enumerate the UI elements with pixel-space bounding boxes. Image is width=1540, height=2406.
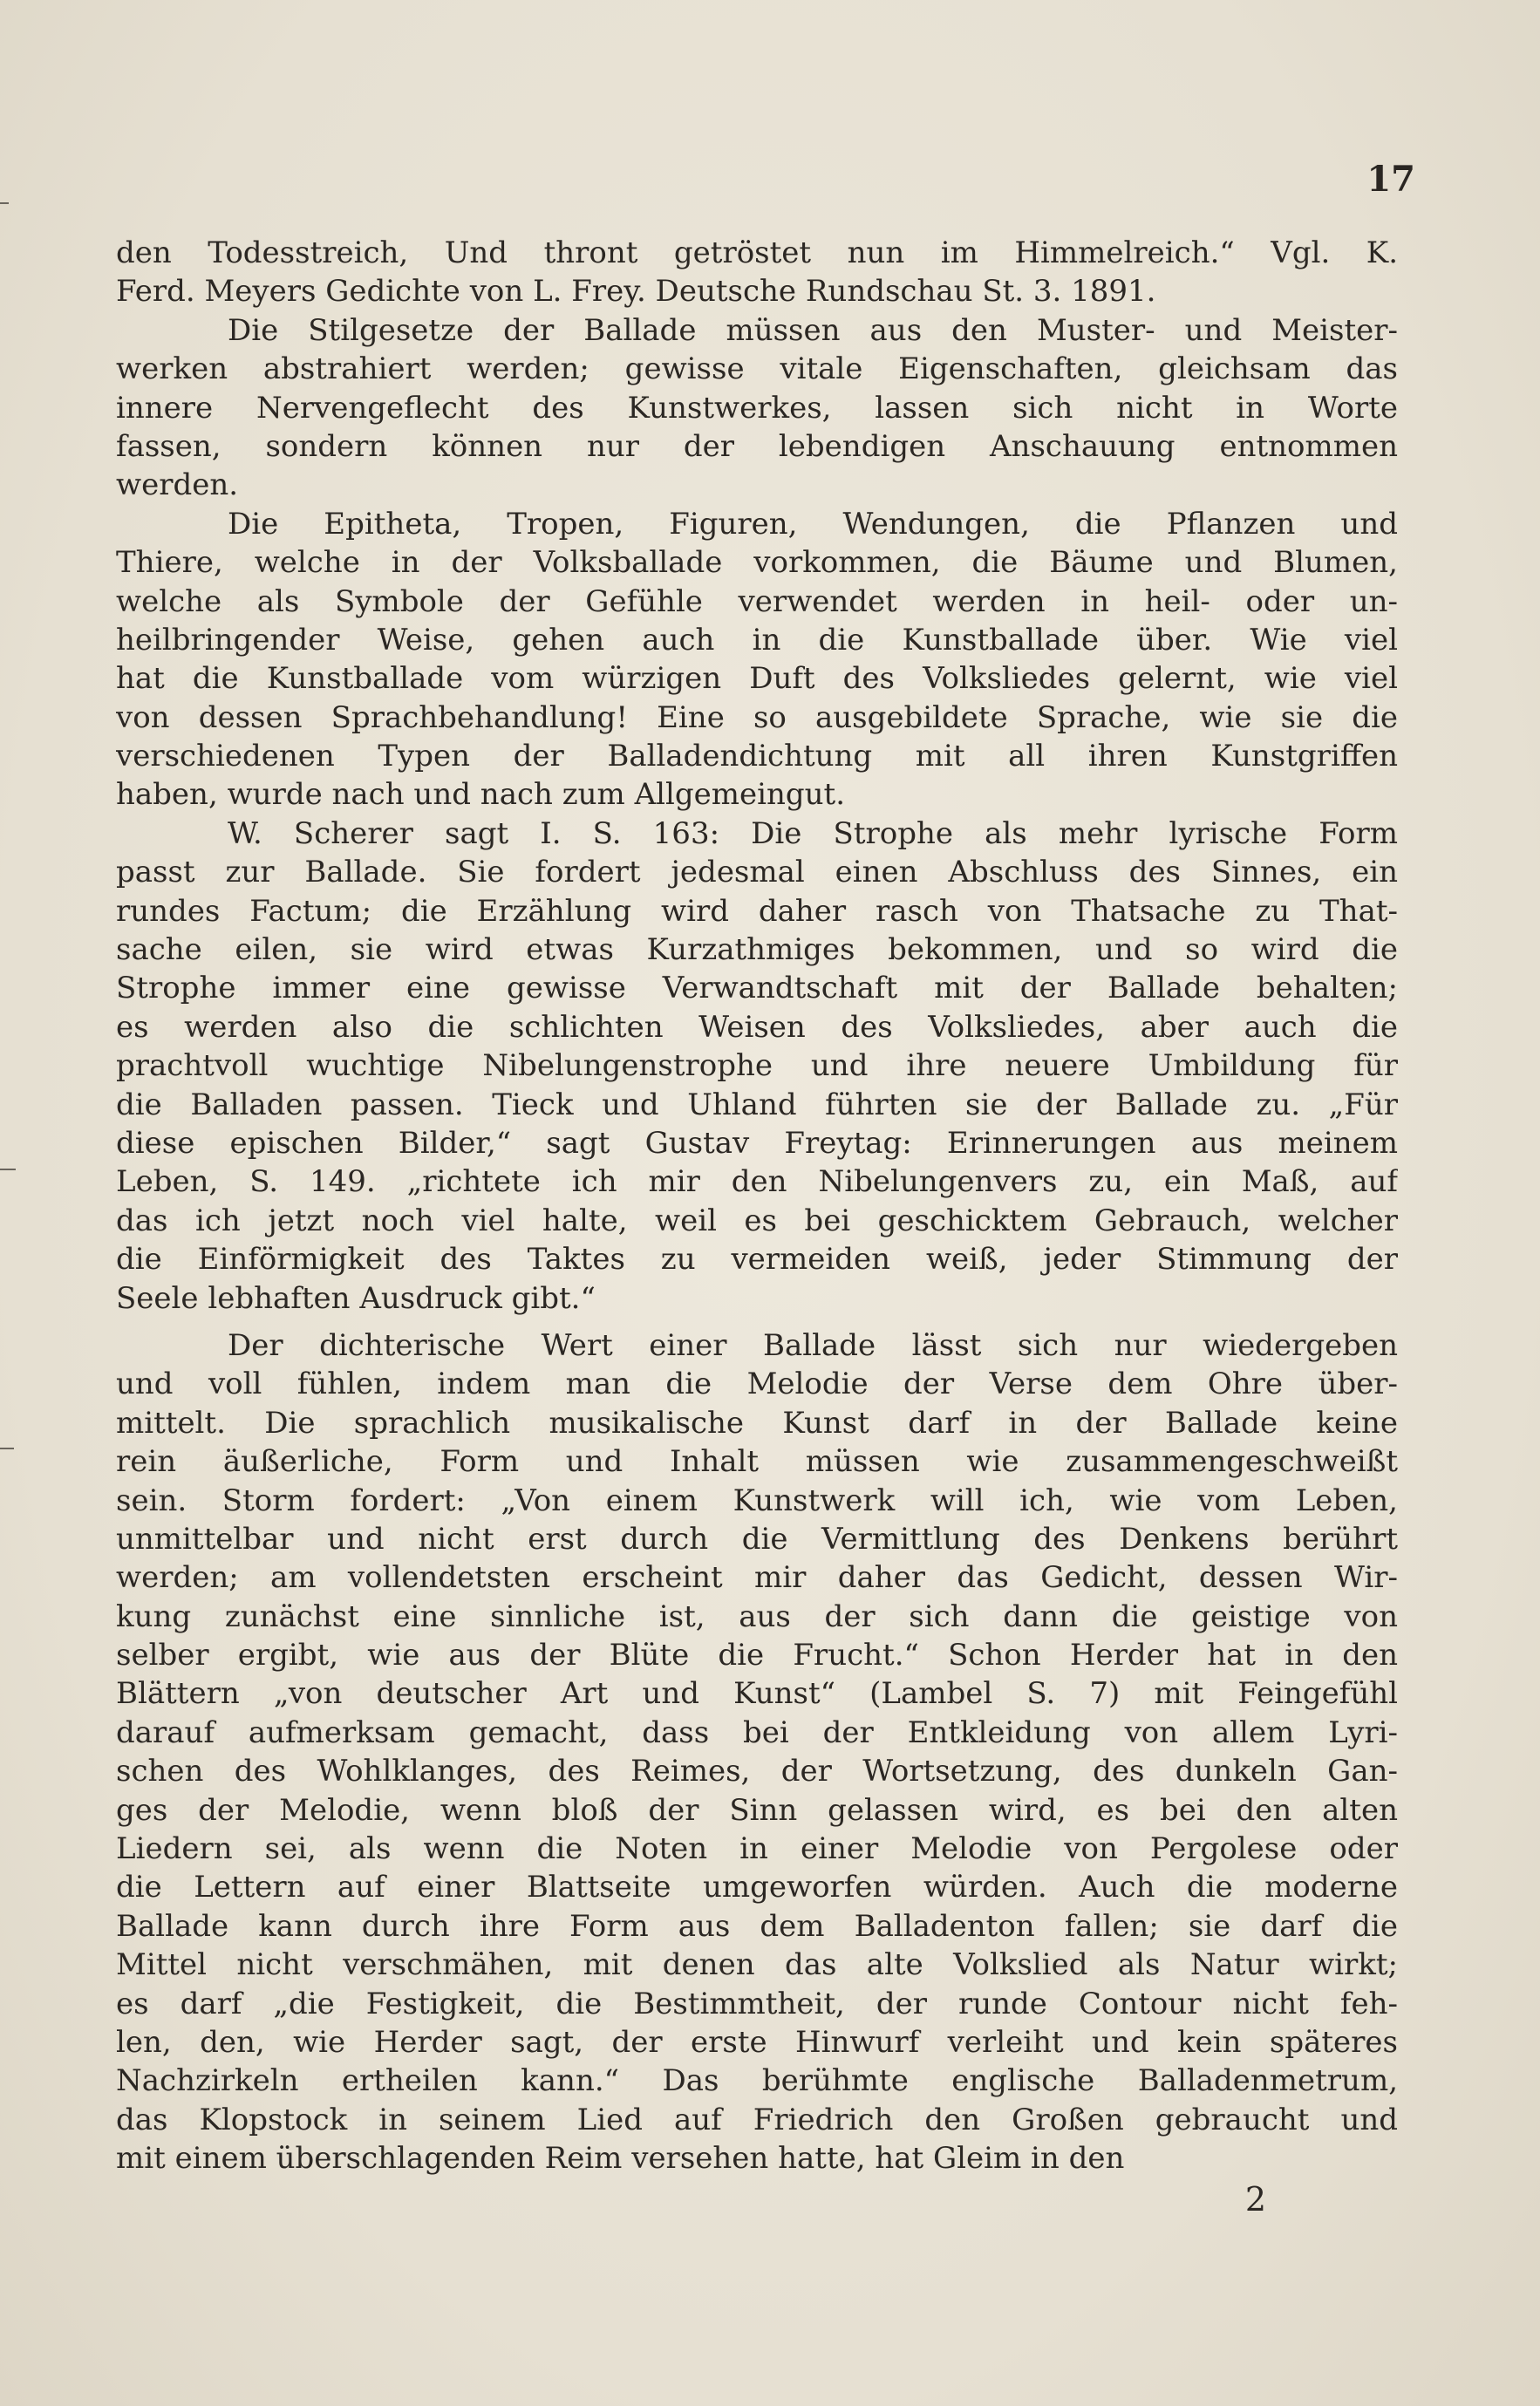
text-line: rundes Factum; die Erzählung wird daher rasch von Thatsache zu That- [116,893,1398,929]
text-line: diese epischen Bilder,“ sagt Gustav Freytag: Erinnerungen aus meinem [116,1125,1398,1161]
text-line: kung zunächst eine sinnliche ist, aus der sich dann die geistige von [116,1598,1398,1634]
text-line: ges der Melodie, wenn bloß der Sinn gelassen wird, es bei den alten [116,1792,1398,1828]
page-number: 17 [1366,159,1415,200]
text-line: werken abstrahiert werden; gewisse vitale Eigenschaften, gleichsam das [116,351,1398,387]
text-line: sache eilen, sie wird etwas Kurzathmiges bekommen, und so wird die [116,932,1398,968]
text-line: Seele lebhaften Ausdruck gibt.“ [116,1280,596,1316]
margin-mark [0,1169,16,1170]
margin-mark [0,202,9,204]
text-line: von dessen Sprachbehandlung! Eine so ausgebildete Sprache, wie sie die [116,699,1398,735]
margin-mark [0,1448,14,1449]
text-line: fassen, sondern können nur der lebendigen Anschauung entnommen [116,428,1398,464]
text-line: W. Scherer sagt I. S. 163: Die Strophe als mehr lyrische Form [228,815,1398,851]
text-line: passt zur Ballade. Sie fordert jedesmal einen Abschluss des Sinnes, ein [116,855,1398,890]
text-line: Blättern „von deutscher Art und Kunst“ (Lambel S. 7) mit Feingefühl [116,1676,1398,1712]
text-line: und voll fühlen, indem man die Melodie der Verse dem Ohre über- [116,1367,1398,1402]
text-line: haben, wurde nach und nach zum Allgemeingut. [116,777,846,813]
text-line: verschiedenen Typen der Balladendichtung mit all ihren Kunstgriffen [116,739,1398,774]
paragraph [116,1326,1398,2178]
paragraph [116,814,1398,1318]
text-line: darauf aufmerksam gemacht, dass bei der Entkleidung von allem Lyri- [116,1714,1398,1750]
text-line: Nachzirkeln ertheilen kann.“ Das berühmte englische Balladenmetrum, [116,2063,1398,2099]
text-line: schen des Wohlklanges, des Reimes, der Wortsetzung, des dunkeln Gan- [116,1754,1398,1789]
paragraph [116,311,1398,505]
text-line: Mittel nicht verschmähen, mit denen das alte Volkslied als Natur wirkt; [116,1947,1398,1983]
text-line: Leben, S. 149. „richtete ich mir den Nibelungenvers zu, ein Maß, auf [116,1164,1398,1200]
text-line: Thiere, welche in der Volksballade vorkommen, die Bäume und Blumen, [116,545,1398,581]
text-line: Ballade kann durch ihre Form aus dem Balladenton fallen; sie darf die [116,1908,1398,1944]
text-line: Ferd. Meyers Gedichte von L. Frey. Deutsche Rundschau St. 3. 1891. [116,274,1156,310]
text-line: Die Stilgesetze der Ballade müssen aus den Muster- und Meister- [228,312,1398,348]
text-line: prachtvoll wuchtige Nibelungenstrophe und ihre neuere Umbildung für [116,1048,1398,1084]
signature-mark: 2 [1244,2180,1266,2219]
text-line: werden. [116,467,239,503]
body-text [116,234,1398,2178]
text-line: unmittelbar und nicht erst durch die Vermittlung des Denkens berührt [116,1521,1398,1557]
text-line: die Balladen passen. Tieck und Uhland führten sie der Ballade zu. „Für [116,1087,1398,1122]
text-line: Die Epitheta, Tropen, Figuren, Wendungen, die Pflanzen und [228,506,1398,542]
text-line: Strophe immer eine gewisse Verwandtschaft mit der Ballade behalten; [116,971,1398,1006]
text-line: sein. Storm fordert: „Von einem Kunstwerk will ich, wie vom Leben, [116,1482,1398,1518]
text-line: es darf „die Festigkeit, die Bestimmtheit, der runde Contour nicht feh- [116,1986,1398,2021]
paragraph [116,505,1398,814]
text-line: Der dichterische Wert einer Ballade lässt sich nur wiedergeben [228,1327,1398,1363]
text-line: rein äußerliche, Form und Inhalt müssen wie zusammengeschweißt [116,1444,1398,1480]
text-line: mittelt. Die sprachlich musikalische Kunst darf in der Ballade keine [116,1405,1398,1441]
text-line: Liedern sei, als wenn die Noten in einer Melodie von Pergolese oder [116,1831,1398,1867]
text-line: innere Nervengeflecht des Kunstwerkes, lassen sich nicht in Worte [116,390,1398,426]
text-line: den Todesstreich, Und thront getröstet nun im Himmelreich.“ Vgl. K. [116,235,1398,270]
text-line: len, den, wie Herder sagt, der erste Hinwurf verleiht und kein späteres [116,2024,1398,2060]
text-line: welche als Symbole der Gefühle verwendet werden in heil- oder un- [116,583,1398,619]
paragraph [116,234,1398,311]
text-line: das Klopstock in seinem Lied auf Friedrich den Großen gebraucht und [116,2102,1398,2137]
text-line: werden; am vollendetsten erscheint mir daher das Gedicht, dessen Wir- [116,1560,1398,1596]
text-line: hat die Kunstballade vom würzigen Duft des Volksliedes gelernt, wie viel [116,661,1398,697]
text-line: selber ergibt, wie aus der Blüte die Frucht.“ Schon Herder hat in den [116,1638,1398,1673]
text-line: mit einem überschlagenden Reim versehen hatte, hat Gleim in den [116,2141,1125,2177]
text-line: die Einförmigkeit des Taktes zu vermeiden weiß, jeder Stimmung der [116,1242,1398,1278]
text-line: es werden also die schlichten Weisen des Volksliedes, aber auch die [116,1009,1398,1045]
text-line: das ich jetzt noch viel halte, weil es bei geschicktem Gebrauch, welcher [116,1203,1398,1238]
text-line: heilbringender Weise, gehen auch in die Kunstballade über. Wie viel [116,622,1398,658]
text-line: die Lettern auf einer Blattseite umgeworfen würden. Auch die moderne [116,1870,1398,1905]
